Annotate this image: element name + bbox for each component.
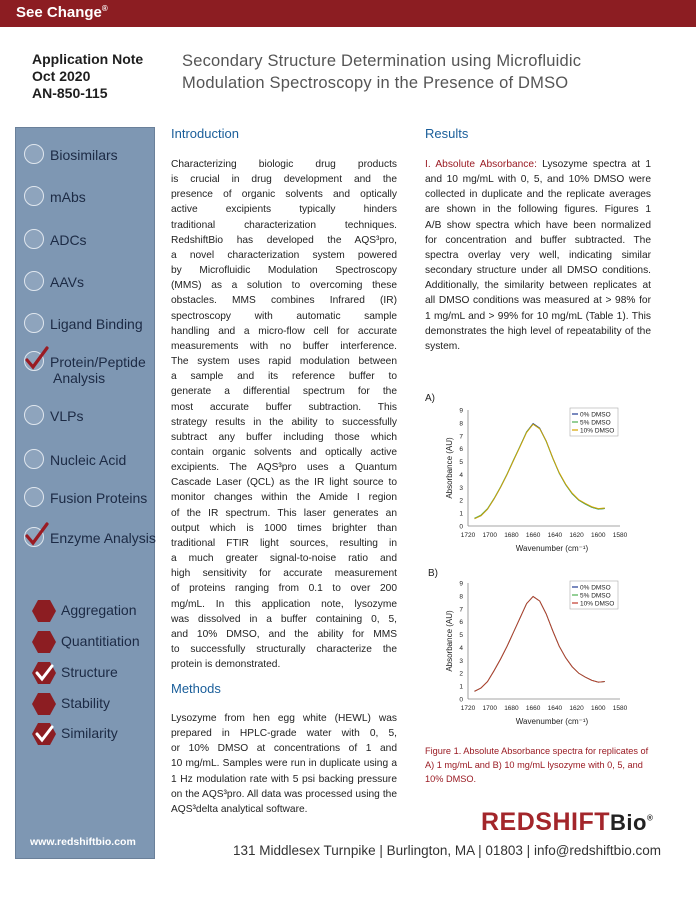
intro-line: of proteins ranging from 0.1 to over 200 [171,583,397,595]
intro-line: most accurate buffer subtraction. This [171,401,397,413]
intro-line: measurements with no buffer interference. [171,340,397,352]
application-label-text: Biosimilars [50,147,118,163]
results-line: 1 mg/mL and > 99% for 10 mg/mL (Table 1). This [425,310,651,322]
y-tick-label: 4 [459,644,463,652]
sidebar-application-label [50,408,83,424]
application-label-text: Analysis [53,370,106,386]
x-tick-label: 1700 [482,705,497,712]
legend-entry: 0% DMSO [580,584,611,592]
brand-tagline [16,4,108,21]
y-axis-label: Absorbance (AU) [445,437,454,499]
application-label-text: AAVs [50,274,84,290]
redshiftbio-logo [481,808,653,837]
x-axis-label: Wavenumber (cm⁻¹) [515,717,589,726]
x-tick-label: 1680 [504,532,519,539]
application-note-info [32,51,143,102]
results-line: Additionally, the similarity between replicates at [425,280,651,292]
intro-line: Cascade Laser (QCL) as the IR light source to [171,477,397,489]
intro-line: monitor changes within the Amide I region [171,492,397,504]
title-line-1: Secondary Structure Determination using Microfluidic [182,52,582,70]
y-tick-label: 8 [459,420,463,428]
x-tick-label: 1640 [547,532,563,539]
y-tick-label: 0 [459,696,463,704]
methods-line: prepared in HPLC-grade water with 0, 5, [171,728,397,740]
sidebar-application-label [50,189,86,205]
y-tick-label: 9 [459,407,463,415]
series-line-2 [475,597,605,692]
x-tick-label: 1620 [569,705,584,712]
intro-line: by Microfluidic Modulation Spectroscopy [171,265,397,277]
chart-a-panel-label: A) [425,393,435,404]
y-tick-label: 6 [459,446,463,454]
intro-line: a much greater signal-to-noise ratio and [171,553,397,565]
sidebar-application-label [50,274,84,290]
circle-icon [24,271,44,291]
sidebar-service-label: Stability [61,695,111,711]
intro-line: active excipients typically hinders [171,204,397,216]
methods-line: on the AQS³pro. All data was processed using the [171,788,397,800]
methods-line: Lysozyme from hen egg white (HEWL) was [171,713,397,724]
app-note-number: AN-850-115 [32,85,108,101]
x-tick-label: 1660 [525,532,541,539]
intro-line: of the IR spectrum. This laser generates an [171,507,397,519]
results-line: and 10 mg/mL with 0, 5, and 10% DMSO were [425,174,651,186]
x-tick-label: 1660 [525,705,541,712]
y-tick-label: 9 [459,580,463,588]
footer-address: 131 Middlesex Turnpike | Burlington, MA | 01803 | info@redshiftbio.com [233,843,661,858]
hexagon-icon [31,598,57,624]
intro-line: traditional characterization techniques. [171,219,397,231]
checkmark-icon [22,521,50,549]
intro-line: generate a differential spectrum for the [171,386,397,398]
circle-icon [24,313,44,333]
legend-entry: 0% DMSO [580,411,611,419]
intro-line: a sample and its reference buffer to [171,371,397,383]
website-link[interactable]: www.redshiftbio.com [30,836,136,848]
intro-line: strategy results in the ability to successfully [171,416,397,428]
methods-body [171,711,397,817]
y-axis-label: Absorbance (AU) [445,610,454,672]
sidebar-service-label: Aggregation [61,602,137,618]
sidebar-application-label [50,530,156,546]
circle-icon [24,144,44,164]
x-tick-label: 1600 [591,705,606,712]
intro-line: presence of organic solvents and optically [171,189,397,201]
y-tick-label: 6 [459,619,463,627]
application-label-text: mAbs [50,189,86,205]
intro-line: contain organic solvents and optically active [171,446,397,458]
methods-line: 1 Hz modulation rate with 5 psi backing pressure [171,773,397,785]
sidebar-service-label: Quantitiation [61,633,140,649]
introduction-body [171,157,397,672]
x-tick-label: 1720 [460,532,476,539]
y-tick-label: 0 [459,523,463,531]
application-label-text: Protein/Peptide [50,354,146,370]
intro-line: obstacles. MMS combines Infrared (IR) [171,295,397,307]
intro-line: subtract any buffer including those which [171,431,397,443]
methods-line: AQS³delta analytical software. [171,803,308,815]
results-line: are shown in the following figures. Figures 1 [425,204,651,216]
chart-a [440,400,640,562]
intro-line: handling and a micro-flow cell for accurate [171,325,397,337]
intro-line: mg/mL. In this application note, lysozyme [171,598,397,610]
logo-main: REDSHIFT [481,808,610,836]
legend-entry: 10% DMSO [580,427,615,435]
results-line: spectra overlay very well, indicating similar [425,249,651,261]
application-label-text: Enzyme Analysis [50,530,156,546]
intro-line: high sensitivity for accurate measurement [171,568,397,580]
sidebar-application-label [50,490,147,506]
x-tick-label: 1620 [569,532,584,539]
chart-svg [440,573,640,735]
title-line-2: Modulation Spectroscopy in the Presence of DMSO [182,74,569,92]
app-note-label: Application Note [32,51,144,67]
results-line: system. [425,340,461,352]
y-tick-label: 2 [459,497,463,505]
y-tick-label: 5 [459,459,463,467]
intro-line: output which is 1000 times brighter than [171,522,397,534]
application-label-text: VLPs [50,408,84,424]
sidebar-application-label [50,354,146,386]
chart-svg [440,400,640,562]
sidebar-service-label: Structure [61,664,118,680]
x-tick-label: 1640 [547,705,563,712]
intro-line: a novel characterization system powered [171,249,397,261]
introduction-heading: Introduction [171,126,239,141]
page-title [182,50,682,94]
intro-line: was dissolved in a buffer containing 0, 5, [171,613,397,625]
y-tick-label: 2 [459,670,463,678]
x-tick-label: 1580 [612,705,628,712]
results-line: collected in duplicate and the replicate averages [425,189,651,201]
intro-line: to successfully structurally characterize the [171,644,397,655]
methods-line: 10 mg/mL. Samples were run in duplicate using a [171,758,397,770]
sidebar-application-label [50,452,126,468]
sidebar-application-label [50,232,87,248]
hexagon-icon [31,629,57,655]
y-tick-label: 7 [459,606,463,614]
methods-line: or 10% DMSO at concentrations of 1 and [171,743,397,755]
x-tick-label: 1720 [460,705,476,712]
intro-line: traditional FTIR light sources, resulting in [171,537,397,549]
caption-line: Figure 1. Absolute Absorbance spectra for replicates of [425,746,649,756]
y-tick-label: 5 [459,632,463,640]
chart-b [440,573,640,735]
sidebar [15,127,155,859]
hexagon-icon [31,691,57,717]
results-line: demonstrates the high level of repeatability of the [425,325,651,337]
top-banner [0,0,696,27]
intro-line: and 10% DMSO, and the ability for MMS [171,628,397,640]
application-label-text: ADCs [50,232,87,248]
intro-line: Characterizing biologic drug products [171,159,397,170]
circle-icon [24,449,44,469]
methods-heading: Methods [171,681,221,696]
brand-text: See Change [16,4,102,21]
brand-mark: ® [101,4,108,13]
intro-line: spectroscopy with automatic sample [171,310,397,322]
x-tick-label: 1600 [591,532,606,539]
legend-entry: 10% DMSO [580,600,615,608]
sidebar-service-label: Similarity [61,725,118,741]
results-line: all DMSO conditions was measured at > 98% for [425,295,651,307]
app-note-date: Oct 2020 [32,68,91,84]
caption-line: A) 1 mg/mL and B) 10 mg/mL lysozyme with 0, 5, and [425,760,643,770]
checkmark-icon [22,345,50,373]
series-line-1 [475,424,605,518]
caption-line: 10% DMSO. [425,774,477,784]
results-line [425,157,651,172]
x-tick-label: 1700 [482,532,497,539]
intro-line: protein is demonstrated. [171,659,281,671]
y-tick-label: 1 [459,510,463,518]
hexagon-icon [31,660,57,686]
application-label-text: Fusion Proteins [50,490,148,506]
application-label-text: Nucleic Acid [50,452,127,468]
legend-entry: 5% DMSO [580,592,611,600]
results-first-line: Lysozyme spectra at 1 [536,159,651,170]
intro-line: The system uses rapid modulation between [171,356,397,368]
logo-mark: ® [646,813,654,823]
sidebar-application-label [50,316,143,332]
logo-bio: Bio [610,810,647,835]
circle-icon [24,487,44,507]
results-line: A/B show spectra which have been normalized [425,219,651,231]
circle-icon [24,229,44,249]
x-axis-label: Wavenumber (cm⁻¹) [515,544,589,553]
application-label-text: Ligand Binding [50,316,143,332]
y-tick-label: 1 [459,683,463,691]
y-tick-label: 7 [459,433,463,441]
sidebar-application-label [50,147,118,163]
intro-line: is crucial in drug development and the [171,174,397,186]
x-tick-label: 1580 [612,532,628,539]
intro-line: RedshiftBio has developed the AQS³pro, [171,234,397,246]
intro-line: (MMS) as a solution to overcoming these [171,280,397,292]
results-line: for concentration and buffer subtracted. The [425,234,651,246]
results-lead: I. Absolute Absorbance: [425,159,537,170]
results-body [425,157,651,354]
chart-b-panel-label: B) [428,568,438,579]
results-line: secondary structure under all DMSO conditions. [425,265,651,277]
y-tick-label: 3 [459,657,463,665]
legend-entry: 5% DMSO [580,419,611,427]
circle-icon [24,405,44,425]
hexagon-icon [31,721,57,747]
circle-icon [24,186,44,206]
y-tick-label: 4 [459,471,463,479]
y-tick-label: 8 [459,593,463,601]
y-tick-label: 3 [459,484,463,492]
figure-caption [425,744,657,786]
results-heading: Results [425,126,469,141]
series-line-2 [475,424,605,519]
x-tick-label: 1680 [504,705,519,712]
intro-line: excipients. The AQS³pro uses a Quantum [171,462,397,474]
